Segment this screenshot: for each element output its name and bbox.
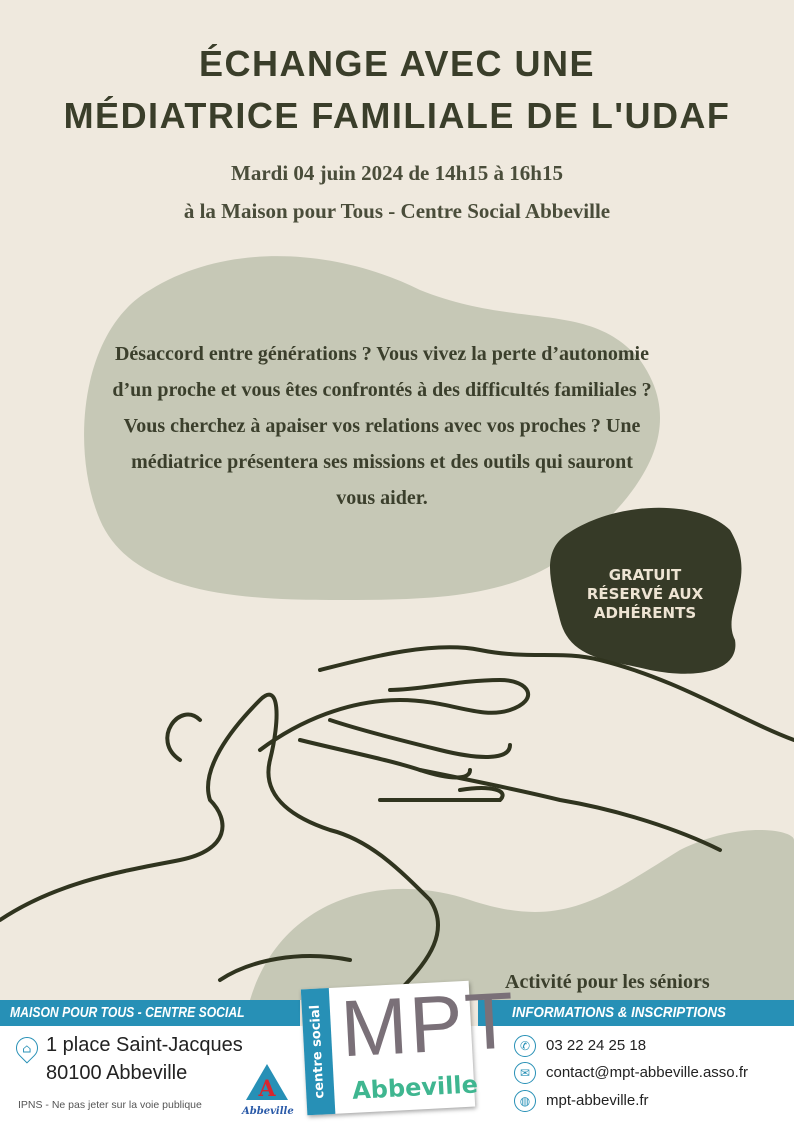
location-pin-icon: ⌂ [11,1032,42,1063]
event-place: à la Maison pour Tous - Centre Social Abbeville [183,199,611,223]
address-line-1: 1 place Saint-Jacques [46,1034,243,1056]
abbeville-city-logo [242,1062,292,1120]
phone-number[interactable]: 03 22 24 25 18 [546,1037,647,1054]
badge-line-2: RÉSERVÉ AUX [586,585,704,603]
badge-line-3: ADHÉRENTS [593,604,697,622]
title-line-2: MÉDIATRICE FAMILIALE DE L'UDAF [63,95,731,136]
globe-icon: ◍ [514,1090,536,1112]
email-link[interactable]: contact@mpt-abbeville.asso.fr [546,1064,748,1081]
page-title [0,38,794,142]
price-badge [565,566,725,623]
badge-line-1: GRATUIT [608,566,682,584]
address-line-2: 80100 Abbeville [46,1062,188,1084]
website-link[interactable]: mpt-abbeville.fr [546,1092,649,1109]
right-footer-header: INFORMATIONS & INSCRIPTIONS [512,1005,726,1021]
logo-main-text: MPT [338,975,518,1074]
city-logo-text: Abbeville [242,1106,294,1117]
svg-text:A: A [258,1076,276,1102]
left-footer-header: MAISON POUR TOUS - CENTRE SOCIAL [10,1005,245,1021]
logo-side-text: centre social [307,1004,328,1099]
email-icon: ✉ [514,1062,536,1084]
event-description: Désaccord entre générations ? Vous vivez la perte d’autonomie d’un proche et vous êtes confrontés à des difficultés familiales ? Vous cherchez à apaiser vos relations avec vos proches ? Une médiatrice présentera ses missions et des outils qui sauront vous aider. [112,343,652,509]
title-line-1: ÉCHANGE AVEC UNE [198,43,596,84]
ipns-notice: IPNS - Ne pas jeter sur la voie publique [18,1099,202,1111]
phone-icon: ✆ [514,1035,536,1057]
mpt-logo [301,975,518,1116]
logo-city-text: Abbeville [351,1070,479,1105]
audience-label: Activité pour les séniors [505,971,710,993]
event-date: Mardi 04 juin 2024 de 14h15 à 16h15 [231,161,563,185]
